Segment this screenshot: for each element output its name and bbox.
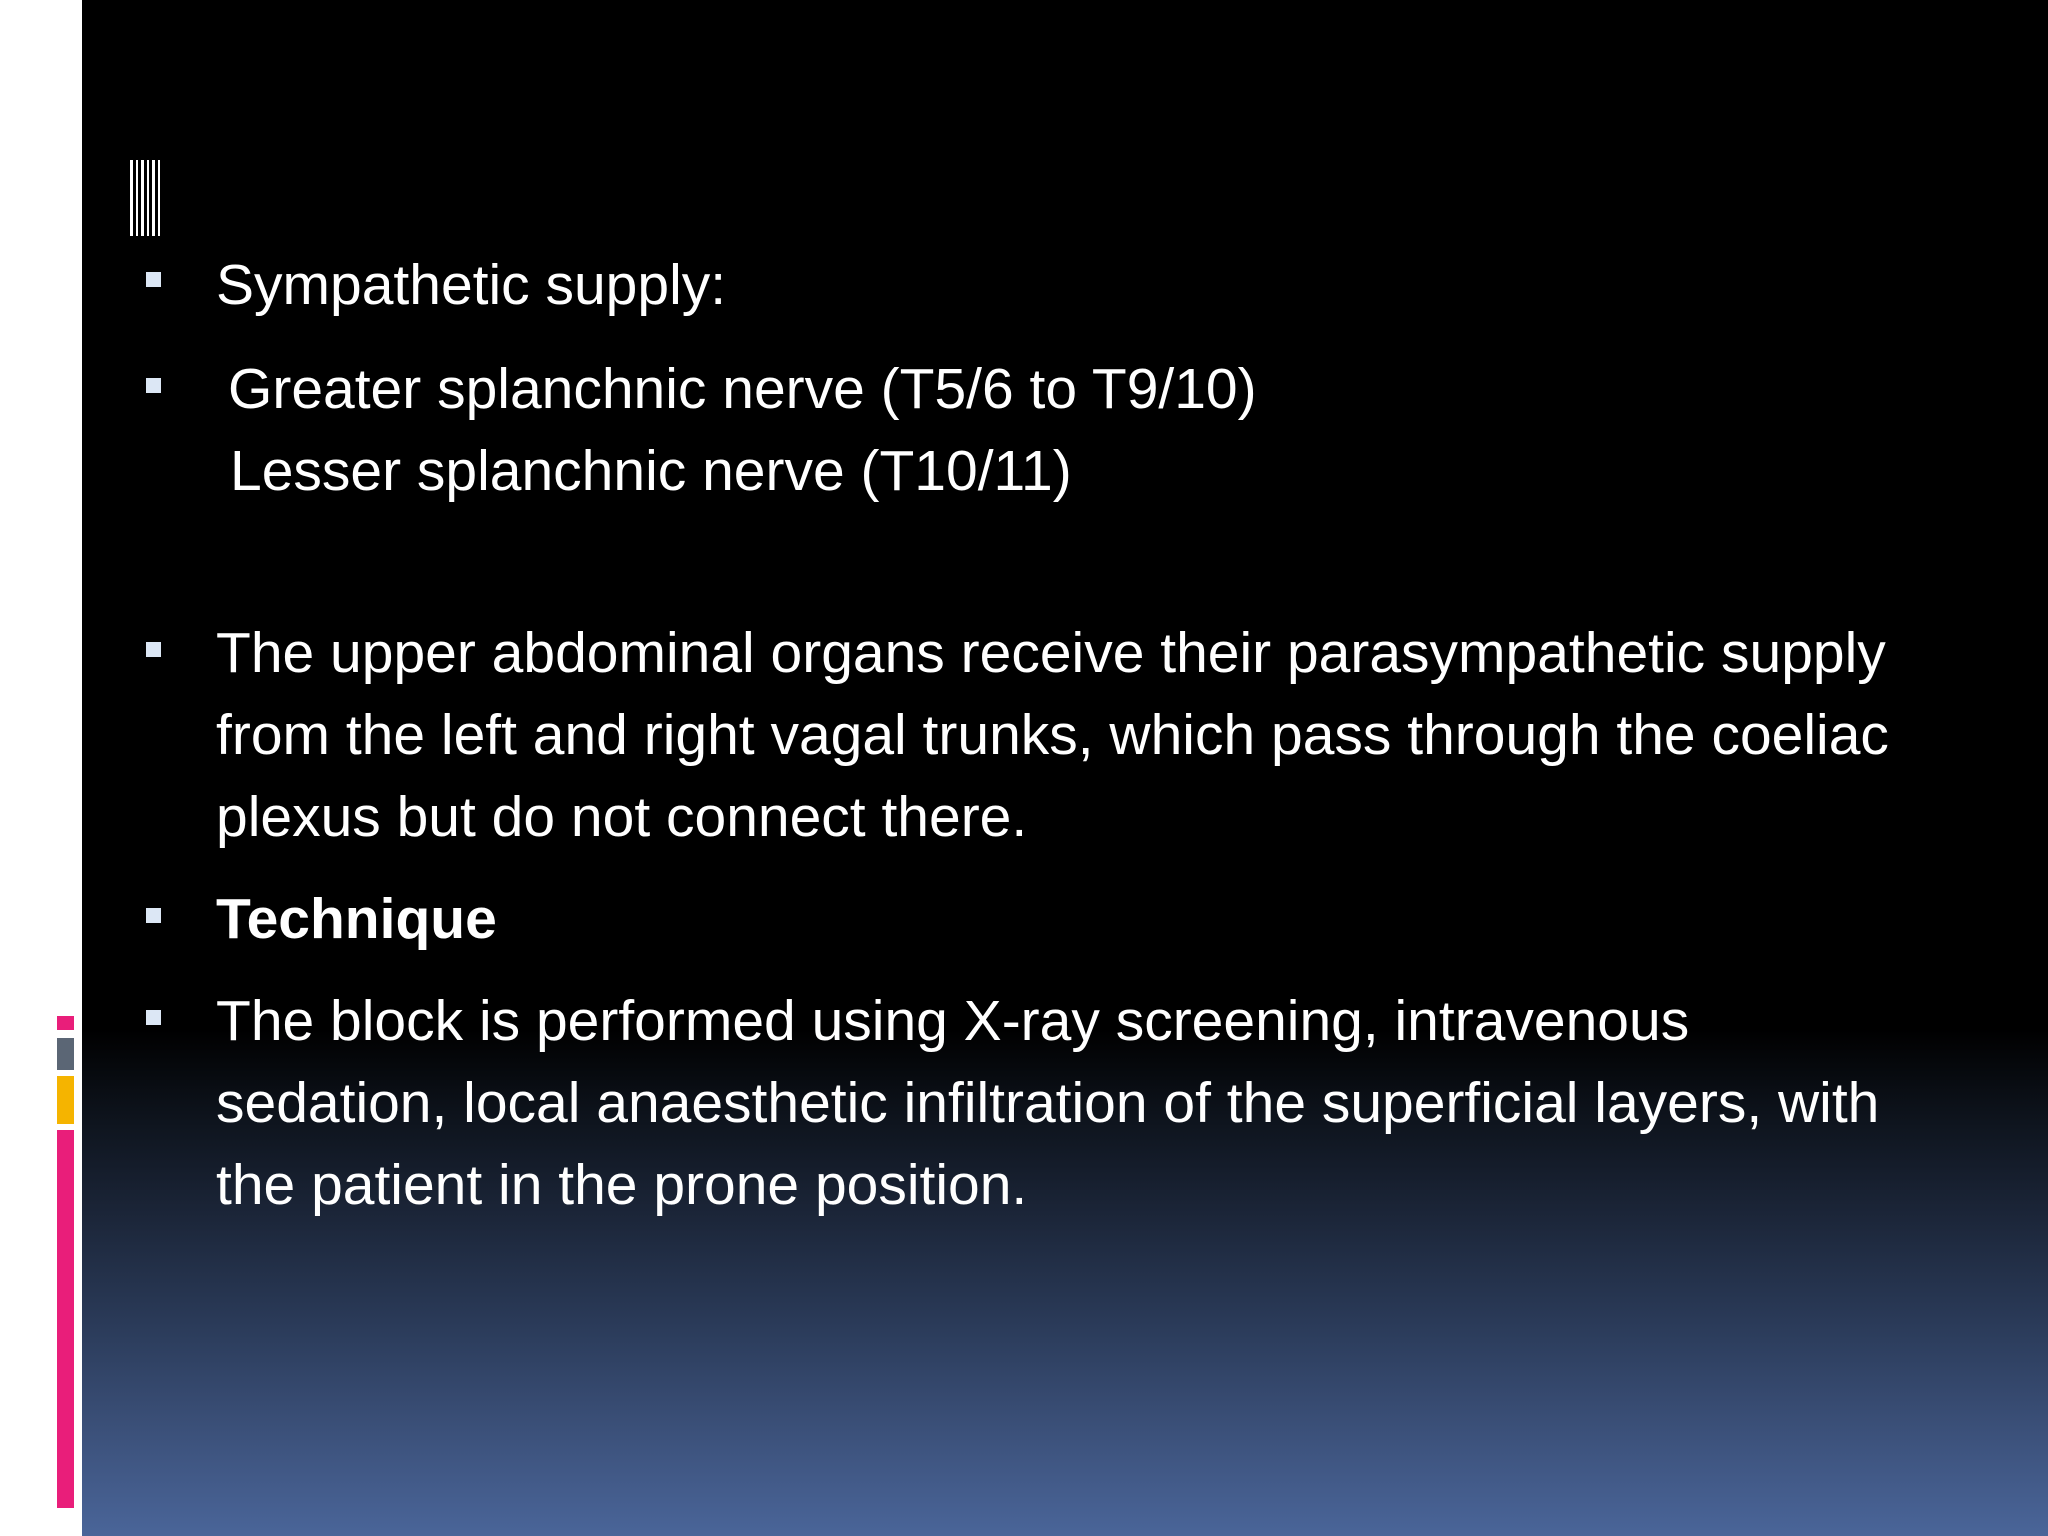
bullet-marker-icon [146,908,161,923]
bullet-text: The upper abdominal organs receive their parasympathetic supply from the left and right vagal trunks, which pass through the coeliac plexus but do not connect there. [216,621,1889,849]
bullet-marker-icon [146,1010,161,1025]
bullet-text-line: Lesser splanchnic nerve (T10/11) [230,439,1072,503]
bullet-marker-icon [146,272,161,287]
bullet-text: The block is performed using X-ray screening, intravenous sedation, local anaesthetic infiltration of the superficial layers, with the patient in the prone position. [216,989,1880,1217]
bullet-marker-icon [146,642,161,657]
bullet-text-line: Greater splanchnic nerve (T5/6 to T9/10) [228,357,1257,421]
bullet-marker-icon [146,378,161,393]
bullet-heading: Technique [216,887,497,951]
bullet-text: Sympathetic supply: [216,253,727,317]
